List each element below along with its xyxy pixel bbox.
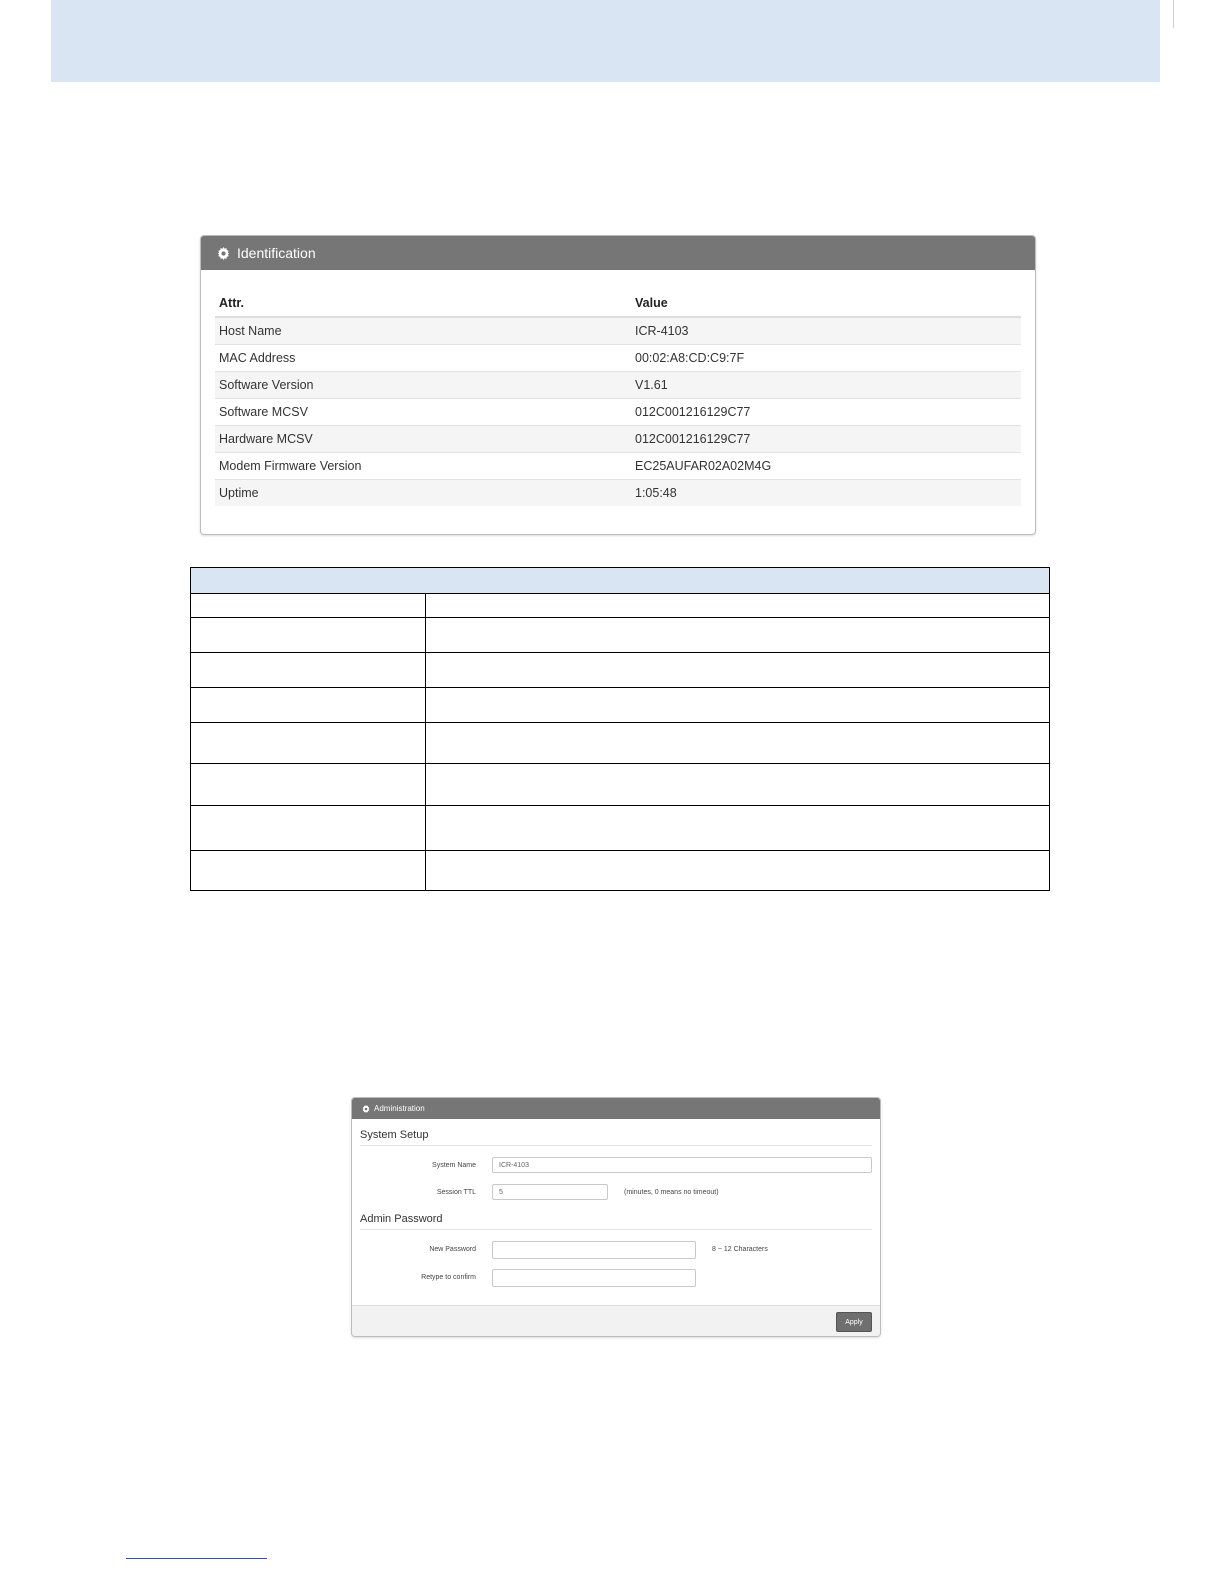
table-row [191,688,1050,723]
edge-marker [1173,0,1174,28]
system-setup-heading: System Setup [360,1129,429,1141]
table-row [191,594,1050,618]
table-row [191,723,1050,764]
table-row [215,453,1021,480]
table-cell [191,618,426,653]
identification-title: Identification [237,245,316,261]
table-cell [426,653,1050,688]
administration-panel-footer [352,1305,880,1336]
administration-panel-header [352,1098,880,1119]
table-row [191,618,1050,653]
row-attr: Modem Firmware Version [215,453,631,480]
table-row [191,764,1050,806]
page-header-band [51,0,1160,82]
identification-table [215,280,1021,506]
table-row [191,806,1050,851]
row-attr: Uptime [215,480,631,507]
column-header-attr: Attr. [215,280,631,317]
table-cell [191,851,426,891]
table-row [215,480,1021,507]
system-name-input[interactable]: ICR-4103 [492,1157,872,1173]
system-name-label: System Name [432,1162,476,1169]
administration-panel [351,1097,881,1337]
table-cell [191,688,426,723]
gear-icon [362,1105,370,1113]
table-row [215,399,1021,426]
gear-icon [217,247,230,260]
row-value: 012C001216129C77 [631,399,1021,426]
table-row [191,653,1050,688]
apply-button[interactable]: Apply [836,1312,872,1332]
divider [360,1229,872,1230]
table-cell [426,764,1050,806]
table-row [191,851,1050,891]
identification-panel [200,235,1036,535]
row-attr: Hardware MCSV [215,426,631,453]
retype-password-label: Retype to confirm [421,1274,476,1281]
table-cell [426,723,1050,764]
administration-title: Administration [374,1104,425,1113]
row-value: 012C001216129C77 [631,426,1021,453]
description-table-header [191,568,1050,594]
footer-link-underline [126,1558,267,1559]
session-ttl-hint: (minutes, 0 means no timeout) [624,1189,719,1196]
table-cell [191,723,426,764]
row-value: V1.61 [631,372,1021,399]
table-row [215,317,1021,345]
identification-screenshot [186,232,1038,546]
table-row [215,345,1021,372]
session-ttl-label: Session TTL [436,1189,476,1196]
table-cell [191,653,426,688]
admin-password-heading: Admin Password [360,1213,443,1225]
table-cell [191,764,426,806]
row-value: 1:05:48 [631,480,1021,507]
table-cell [191,594,426,618]
new-password-label: New Password [429,1246,476,1253]
row-attr: Software Version [215,372,631,399]
table-cell [426,618,1050,653]
table-row [215,372,1021,399]
new-password-hint: 8 ~ 12 Characters [712,1246,768,1253]
new-password-input[interactable] [492,1241,696,1259]
row-value: 00:02:A8:CD:C9:7F [631,345,1021,372]
session-ttl-input[interactable]: 5 [492,1184,608,1200]
row-attr: Software MCSV [215,399,631,426]
table-cell [426,806,1050,851]
row-attr: Host Name [215,317,631,345]
divider [360,1145,872,1146]
retype-password-input[interactable] [492,1269,696,1287]
row-attr: MAC Address [215,345,631,372]
identification-panel-header [201,236,1035,270]
table-cell [191,806,426,851]
table-cell [426,594,1050,618]
row-value: ICR-4103 [631,317,1021,345]
administration-screenshot [345,1093,885,1349]
table-cell [426,851,1050,891]
description-table [190,567,1050,891]
table-cell [426,688,1050,723]
column-header-value: Value [631,280,1021,317]
row-value: EC25AUFAR02A02M4G [631,453,1021,480]
table-row [215,426,1021,453]
